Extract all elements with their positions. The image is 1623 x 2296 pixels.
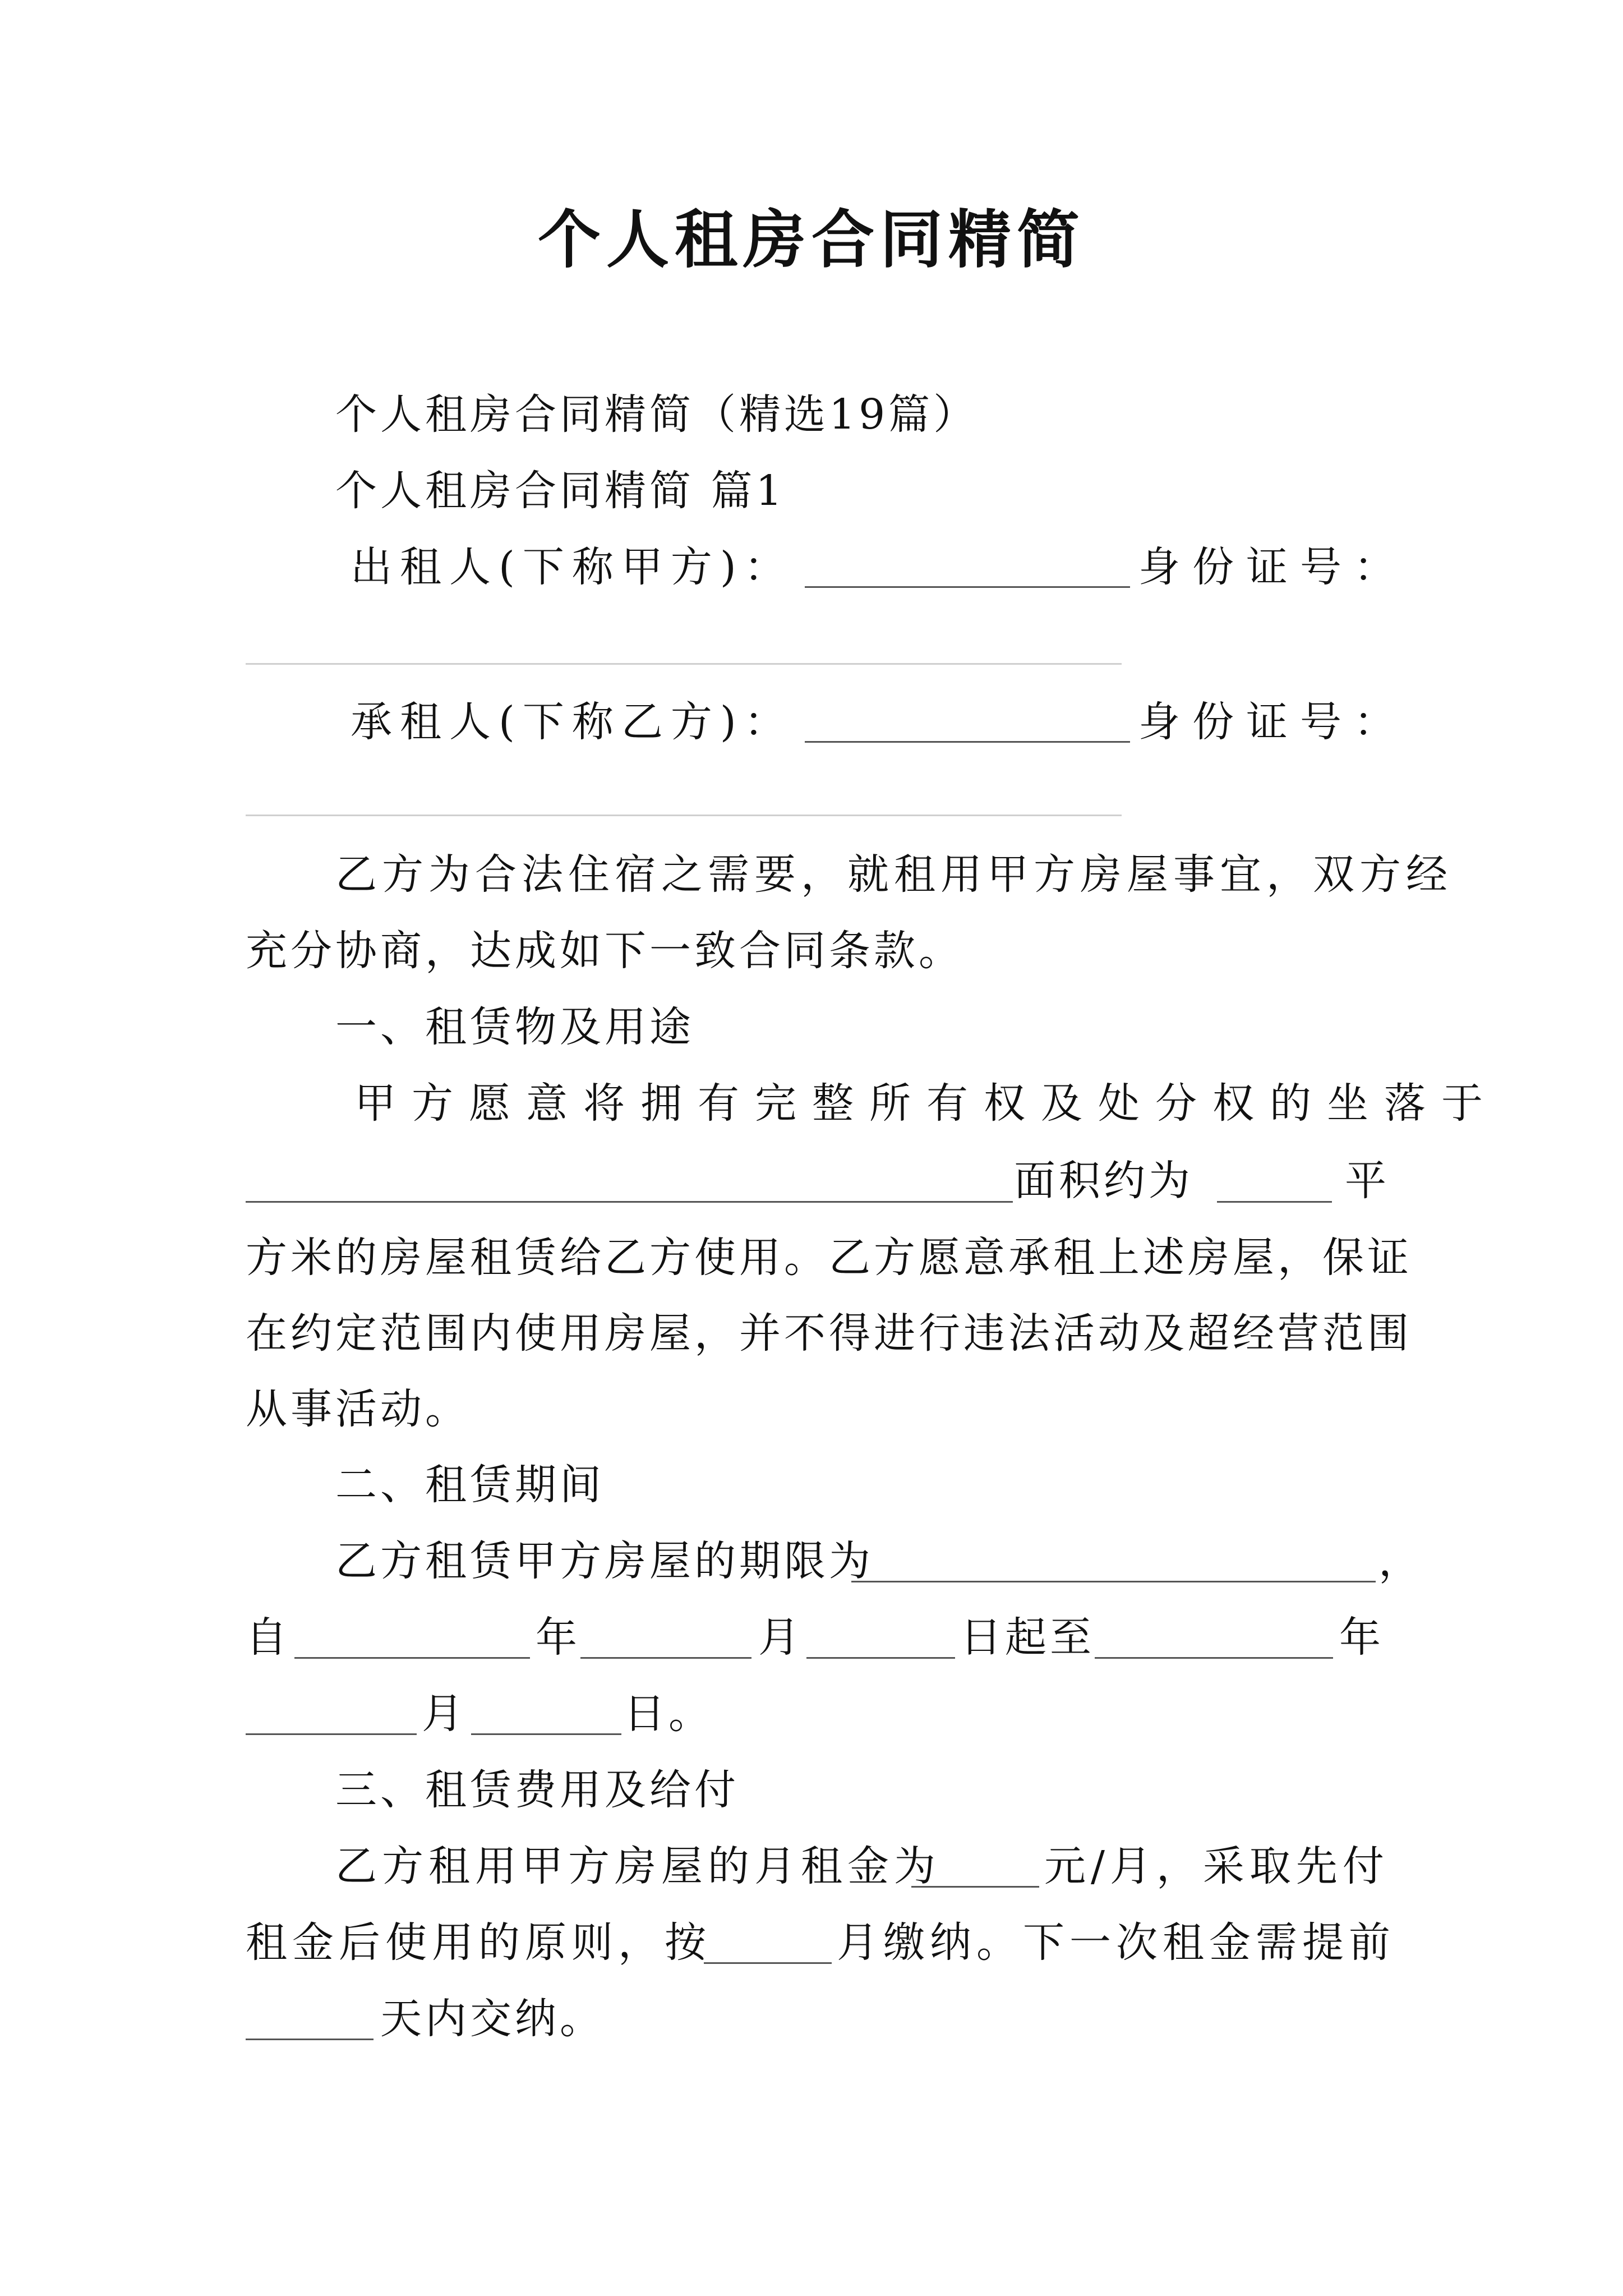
end-month-label: 月 (422, 1690, 467, 1738)
start-year-blank (294, 1657, 530, 1659)
start-month-label: 月 (758, 1613, 803, 1662)
end-month-blank (246, 1733, 417, 1735)
section-heading: 个人租房合同精简 篇1 (335, 467, 786, 515)
page-title: 个人租房合同精简 (538, 203, 1085, 277)
start-day-label: 日起至 (960, 1613, 1095, 1662)
lessee-id-label: 身份证号： (1138, 698, 1408, 746)
lessor-name-blank (805, 586, 1130, 588)
clause-1-line-4: 在约定范围内使用房屋，并不得进行违法活动及超经营范围 (246, 1309, 1412, 1358)
clause-2-heading: 二、租赁期间 (335, 1461, 605, 1509)
start-month-blank (580, 1657, 751, 1659)
lessor-label: 出租人(下称甲方)： (351, 543, 794, 591)
from-label: 自 (246, 1613, 291, 1662)
end-day-blank (471, 1733, 621, 1735)
clause-2-line-1: 乙方租赁甲方房屋的期限为 (335, 1537, 874, 1585)
payment-advance-text: 月缴纳。下一次租金需提前 (837, 1918, 1395, 1967)
lessee-label: 承租人(下称乙方)： (351, 698, 794, 746)
lessee-name-blank (805, 741, 1130, 743)
lessor-id-label: 身份证号： (1138, 543, 1408, 591)
location-blank (246, 1201, 1013, 1203)
intro-line-2: 充分协商，达成如下一致合同条款。 (246, 927, 963, 975)
rent-unit-text: 元/月，采取先付 (1044, 1842, 1389, 1890)
start-day-blank (806, 1657, 955, 1659)
end-day-label: 日。 (624, 1690, 713, 1738)
payment-months-blank (704, 1962, 832, 1964)
area-blank (1217, 1201, 1332, 1203)
rent-label: 乙方租用甲方房屋的月租金为 (335, 1842, 940, 1890)
end-year-label: 年 (1339, 1613, 1384, 1662)
document-subtitle: 个人租房合同精简（精选19篇） (335, 390, 979, 439)
area-unit: 平 (1345, 1157, 1390, 1205)
area-label: 面积约为 (1014, 1157, 1193, 1205)
clause-3-heading: 三、租赁费用及给付 (335, 1766, 739, 1814)
clause-1-line-3: 方米的房屋租赁给乙方使用。乙方愿意承租上述房屋，保证 (246, 1234, 1412, 1282)
clause-1-line-5: 从事活动。 (246, 1385, 470, 1433)
term-blank (851, 1581, 1376, 1582)
clause-1-heading: 一、租赁物及用途 (335, 1003, 694, 1051)
clause-1-line-1: 甲方愿意将拥有完整所有权及处分权的坐落于 (354, 1079, 1498, 1128)
lessor-id-blank (246, 663, 1122, 665)
end-year-blank (1095, 1657, 1333, 1659)
term-comma: ， (1378, 1537, 1423, 1585)
start-year-label: 年 (536, 1613, 580, 1662)
lessee-id-blank (246, 815, 1122, 816)
rent-amount-blank (911, 1886, 1039, 1888)
intro-line-1: 乙方为合法住宿之需要，就租用甲方房屋事宜，双方经 (335, 850, 1453, 899)
payment-basis-text: 租金后使用的原则，按 (246, 1918, 711, 1967)
payment-deadline-text: 天内交纳。 (380, 1995, 605, 2043)
advance-days-blank (246, 2039, 374, 2040)
